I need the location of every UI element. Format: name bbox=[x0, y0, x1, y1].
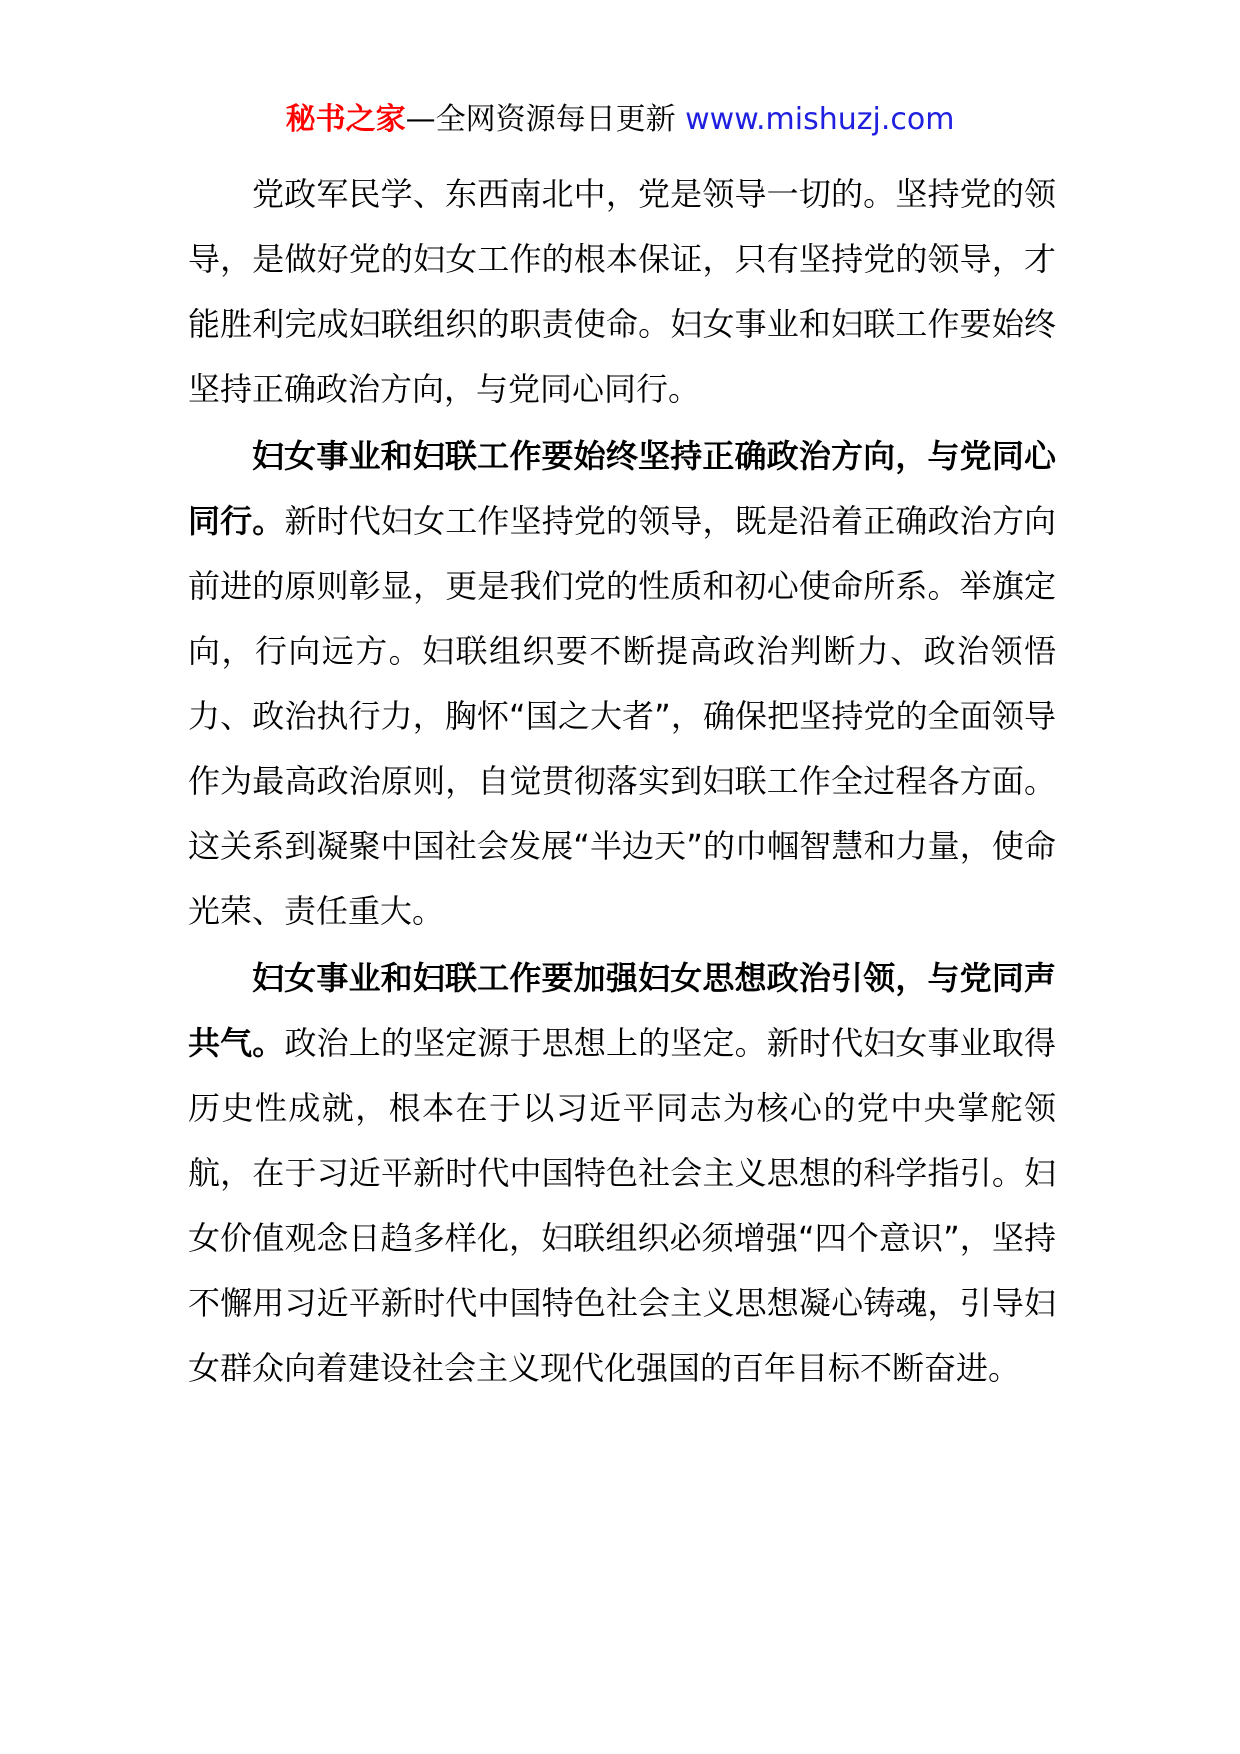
paragraph-3-lead: 妇女事业和妇联工作要加强妇女思想政治引领，与党同声共气。 bbox=[188, 959, 1056, 1062]
article-body bbox=[188, 162, 1056, 1401]
header-slogan: —全网资源每日更新 bbox=[405, 102, 686, 137]
paragraph-1-text: 党政军民学、东西南北中，党是领导一切的。坚持党的领导，是做好党的妇女工作的根本保证，只有坚持党的领导，才能胜利完成妇联组织的职责使命。妇女事业和妇联工作要始终坚持正确政治方向，与党同心同行。 bbox=[188, 175, 1056, 408]
brand-name: 秘书之家 bbox=[285, 102, 406, 137]
paragraph-2-text: 新时代妇女工作坚持党的领导，既是沿着正确政治方向前进的原则彰显，更是我们党的性质和初心使命所系。举旗定向，行向远方。妇联组织要不断提高政治判断力、政治领悟力、政治执行力，胸怀“国之大者”，确保把坚持党的全面领导作为最高政治原则，自觉贯彻落实到妇联工作全过程各方面。这关系到凝聚中国社会发展“半边天”的巾帼智慧和力量，使命光荣、责任重大。 bbox=[188, 502, 1056, 930]
paragraph-2-lead: 妇女事业和妇联工作要始终坚持正确政治方向，与党同心同行。 bbox=[188, 437, 1056, 540]
paragraph-2 bbox=[188, 424, 1056, 944]
paragraph-3 bbox=[188, 946, 1056, 1401]
site-url-link[interactable]: www.mishuzj.com bbox=[685, 102, 955, 137]
site-header bbox=[0, 100, 1240, 140]
paragraph-1 bbox=[188, 162, 1056, 422]
paragraph-3-text: 政治上的坚定源于思想上的坚定。新时代妇女事业取得历史性成就，根本在于以习近平同志为核心的党中央掌舵领航，在于习近平新时代中国特色社会主义思想的科学指引。妇女价值观念日趋多样化，妇联组织必须增强“四个意识”，坚持不懈用习近平新时代中国特色社会主义思想凝心铸魂，引导妇女群众向着建设社会主义现代化强国的百年目标不断奋进。 bbox=[188, 1024, 1056, 1387]
